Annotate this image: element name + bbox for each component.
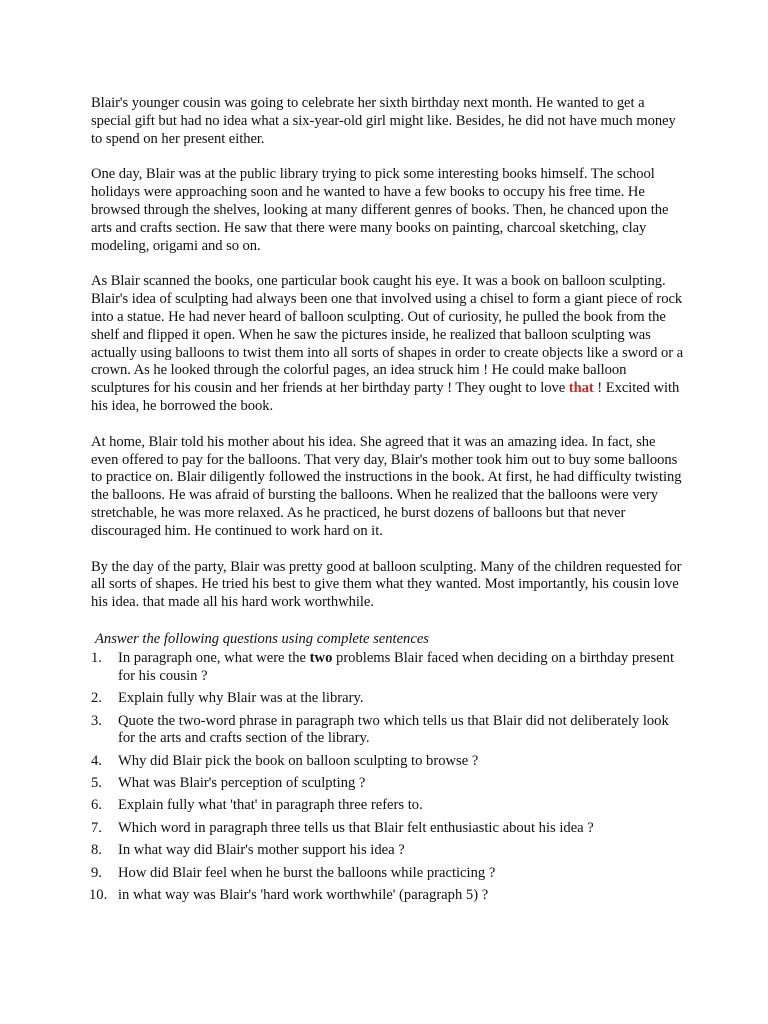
question-text: Which word in paragraph three tells us that Blair felt enthusiastic about his idea ? xyxy=(118,819,594,836)
question-item xyxy=(91,690,684,708)
question-number: 10. xyxy=(89,887,108,904)
questions-instructions: Answer the following questions using complete sentences xyxy=(95,630,429,647)
question-item xyxy=(91,797,684,815)
question-text: Explain fully what 'that' in paragraph three refers to. xyxy=(118,797,423,814)
question-number: 4. xyxy=(91,752,102,769)
paragraph-five: By the day of the party, Blair was pretty good at balloon sculpting. Many of the children requested for all sorts of shapes. He tried his best to give them what they wanted. Most importantly, his cousin love his idea. that made all his hard work worthwhile. xyxy=(91,558,682,611)
question-item xyxy=(91,650,684,686)
question-item xyxy=(91,865,684,883)
question-item xyxy=(91,820,684,838)
question-text: Quote the two-word phrase in paragraph two which tells us that Blair did not deliberately look for the arts and crafts section of the library. xyxy=(118,712,669,747)
question-number: 2. xyxy=(91,690,102,707)
paragraph-one: Blair's younger cousin was going to celebrate her sixth birthday next month. He wanted to get a special gift but had no idea what a six-year-old girl might like. Besides, he did not have much money to spend on her present either. xyxy=(91,95,676,147)
paragraph-three-text: As Blair scanned the books, one particular book caught his eye. It was a book on balloon sculpting. Blair's idea of sculpting had always been one that involved using a chisel to form a giant piece of rock into a statue. He had never heard of balloon sculpting. Out of curiosity, he pulled the book from the shelf and flipped it open. When he saw the pictures inside, he realized that balloon sculpting was actually using balloons to twist them into all sorts of shapes in order to create objects like a sword or a crown. As he looked through the colorful pages, an idea struck him ! He could make balloon sculptures for his cousin and her friends at her birthday party ! They ought to love xyxy=(91,273,684,397)
question-item xyxy=(91,775,684,793)
question-text: In paragraph one, what were the xyxy=(118,649,310,666)
question-number: 8. xyxy=(91,842,102,859)
question-item xyxy=(91,713,684,749)
highlighted-word-that: that xyxy=(568,380,594,397)
question-number: 5. xyxy=(91,775,102,792)
question-text: in what way was Blair's 'hard work worthwhile' (paragraph 5) ? xyxy=(118,887,489,904)
paragraph-three xyxy=(91,273,684,415)
question-text: In what way did Blair's mother support his idea ? xyxy=(118,842,405,859)
question-text-end: problems Blair faced when deciding on a birthday present for his cousin ? xyxy=(118,649,675,684)
question-text: How did Blair feel when he burst the balloons while practicing ? xyxy=(118,864,496,881)
question-item xyxy=(91,887,684,905)
question-number: 6. xyxy=(91,797,102,814)
paragraph-four: At home, Blair told his mother about his idea. She agreed that it was an amazing idea. In fact, she even offered to pay for the balloons. That very day, Blair's mother took him out to buy some balloons to practice on. Blair diligently followed the instructions in the book. At first, he had difficulty twisting the balloons. He was afraid of bursting the balloons. When he realized that the balloons were very stretchable, he was more relaxed. As he practiced, he burst dozens of balloons but that never discouraged him. He continued to work hard on it. xyxy=(91,433,682,539)
question-number: 7. xyxy=(91,819,102,836)
question-number: 9. xyxy=(91,864,102,881)
question-item xyxy=(91,842,684,860)
question-emphasis: two xyxy=(309,649,333,666)
question-item xyxy=(91,753,684,771)
questions-list xyxy=(91,650,684,905)
question-text: Explain fully why Blair was at the library. xyxy=(118,690,364,707)
question-text: What was Blair's perception of sculpting ? xyxy=(118,775,366,792)
question-number: 1. xyxy=(91,649,102,666)
paragraph-two: One day, Blair was at the public library trying to pick some interesting books himself. The school holidays were approaching soon and he wanted to have a few books to occupy his free time. He browsed through the shelves, looking at many different genres of books. Then, he chanced upon the arts and crafts section. He saw that there were many books on painting, charcoal sketching, clay modeling, origami and so on. xyxy=(91,166,669,254)
paragraph-three-ending: ! Excited with his idea, he borrowed the book. xyxy=(91,380,680,414)
question-number: 3. xyxy=(91,712,102,729)
question-text: Why did Blair pick the book on balloon sculpting to browse ? xyxy=(118,752,479,769)
